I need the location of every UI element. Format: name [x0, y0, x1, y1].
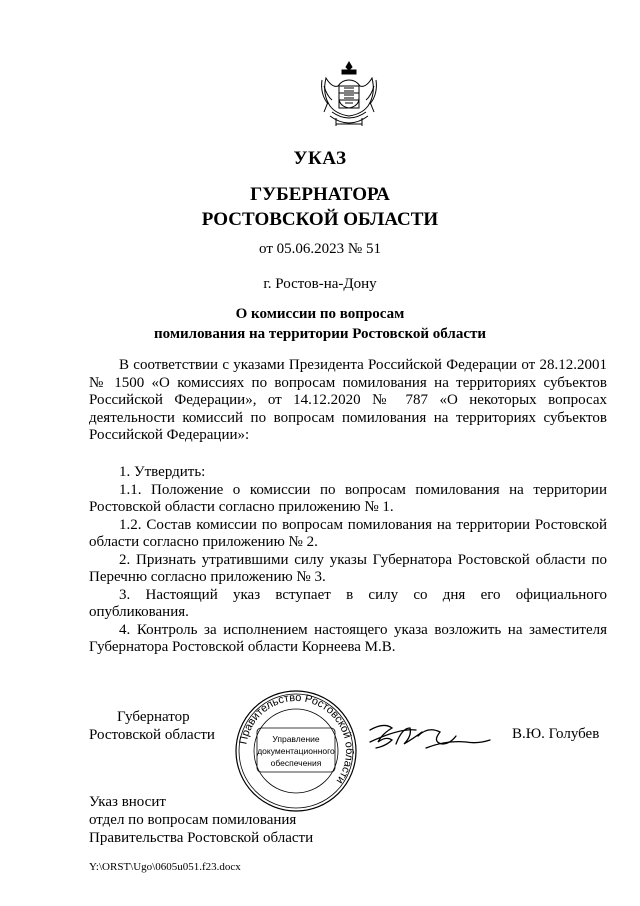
decree-item: 3. Настоящий указ вступает в силу со дня его официального опубликования. [89, 586, 607, 620]
preamble-paragraph: В соответствии с указами Президента Российской Федерации от 28.12.2001 № 1500 «О комиссиях по вопросам помилования на территориях субъектов Российской Федерации», от 14.12.2020 № 787 «О некоторых вопросах деятельности комиссий по вопросам помилования на территориях субъектов Российской Федерации»: [89, 357, 607, 443]
file-path: Y:\ORST\Ugo\0605u051.f23.docx [89, 861, 241, 873]
decree-items [89, 464, 607, 657]
authority-line-2: РОСТОВСКОЙ ОБЛАСТИ [201, 209, 439, 230]
stamp-outer-text: Правительство Ростовской области [237, 691, 356, 787]
document-date-number: от 05.06.2023 № 51 [259, 241, 381, 257]
signatory-name: В.Ю. Голубев [512, 726, 600, 742]
decree-item: 2. Признать утратившими силу указы Губернатора Ростовской области по Перечню согласно приложению № 3. [89, 551, 607, 585]
authority-heading [0, 182, 640, 232]
decree-item: 1.2. Состав комиссии по вопросам помилования на территории Ростовской области согласно приложению № 2. [89, 516, 607, 550]
handwritten-signature [366, 712, 496, 762]
document-city: г. Ростов-на-Дону [263, 276, 377, 292]
signatory-position-line-2: Ростовской области [89, 727, 215, 743]
signatory-position-line-1: Губернатор [117, 709, 190, 725]
decree-item: 1.1. Положение о комиссии по вопросам помилования на территории Ростовской области согласно приложению № 1. [89, 481, 607, 515]
introduced-by-note [89, 793, 313, 847]
document-type-heading: УКАЗ [293, 148, 347, 169]
stamp-inner-line-3: обеспечения [270, 758, 322, 768]
subject-line-2: помилования на территории Ростовской области [153, 326, 487, 342]
document-subject [0, 304, 640, 344]
introduced-by-line-2: отдел по вопросам помилования [89, 812, 297, 828]
authority-line-1: ГУБЕРНАТОРА [250, 184, 390, 205]
decree-item: 1. Утвердить: [119, 464, 206, 480]
introduced-by-line-3: Правительства Ростовской области [89, 830, 314, 846]
signatory-position [89, 708, 215, 744]
stamp-inner-line-2: документационного [257, 746, 335, 756]
coat-of-arms-emblem [318, 58, 380, 132]
stamp-inner-line-1: Управление [272, 734, 320, 744]
preamble-block [89, 357, 607, 445]
decree-item: 4. Контроль за исполнением настоящего указа возложить на заместителя Губернатора Ростовской области Корнеева М.В. [89, 621, 607, 655]
introduced-by-line-1: Указ вносит [89, 794, 166, 810]
subject-line-1: О комиссии по вопросам [235, 306, 405, 322]
